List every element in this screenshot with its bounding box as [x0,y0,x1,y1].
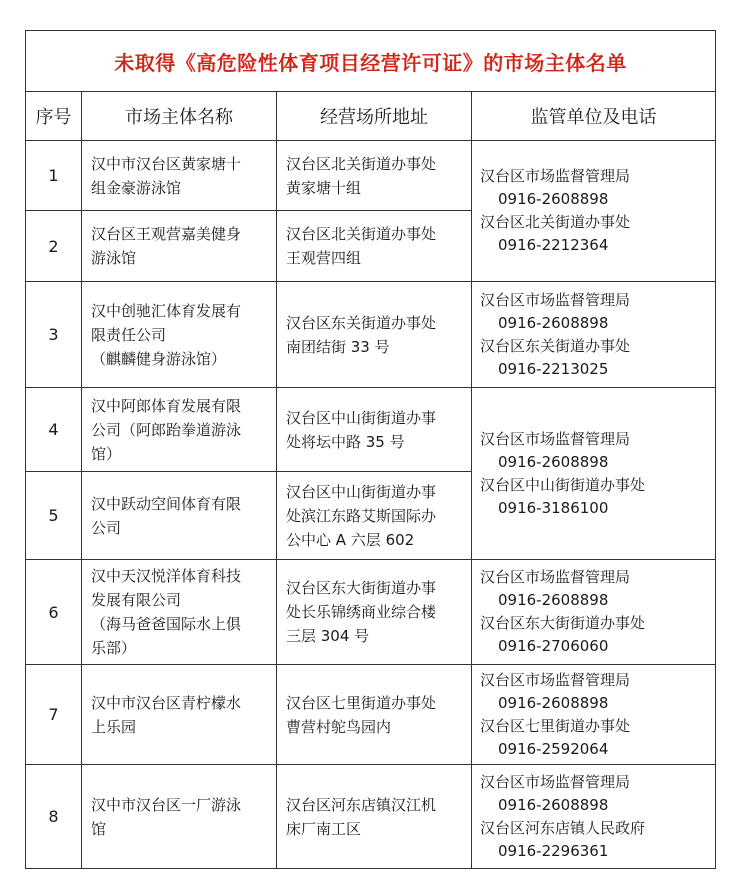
supervisor-cell [472,388,716,560]
supervisor-org: 汉台区市场监督管理局 [480,429,631,448]
supervisor-org: 汉台区北关街道办事处 [480,213,631,231]
row-number: 1 [26,141,82,211]
supervisor-org: 汉台区市场监督管理局 [480,167,631,185]
supervisor-cell [472,665,716,765]
table-row [26,560,716,665]
supervisor-phone: 0916-2608898 [498,591,609,609]
business-address: 汉台区中山街街道办事 处将坛中路 35 号 [277,388,472,472]
supervisor-phone: 0916-2213025 [498,359,609,378]
supervisor-cell [472,765,716,869]
business-address: 汉台区河东店镇汉江机 床厂南工区 [277,765,472,869]
supervisor-org: 汉台区市场监督管理局 [480,568,631,586]
entity-name: 汉中市汉台区青柠檬水 上乐园 [82,665,277,765]
table-row [26,141,716,211]
header-row [26,92,716,141]
entity-name: 汉中创驰汇体育发展有 限责任公司 （麒麟健身游泳馆） [82,282,277,388]
supervisor-phone: 0916-2608898 [498,190,609,208]
supervisor-org: 汉台区中山街街道办事处 [480,475,646,494]
entity-name: 汉中阿郎体育发展有限 公司（阿郎跆拳道游泳 馆） [82,388,277,472]
business-address: 汉台区七里街道办事处 曹营村鸵鸟园内 [277,665,472,765]
header-supervisor-phone: 监管单位及电话 [472,92,716,141]
table-row [26,765,716,869]
supervisor-phone: 0916-2608898 [498,693,609,712]
supervisor-org: 汉台区市场监督管理局 [480,772,631,791]
supervisor-org: 汉台区河东店镇人民政府 [480,818,646,837]
supervisor-cell [472,141,716,282]
supervisor-phone: 0916-2608898 [498,795,609,814]
row-number: 6 [26,560,82,665]
business-address: 汉台区东大街街道办事 处长乐锦绣商业综合楼 三层 304 号 [277,560,472,665]
supervisor-phone: 0916-2608898 [498,313,609,332]
entity-name: 汉中市汉台区黄家塘十 组金豪游泳馆 [82,141,277,211]
row-number: 7 [26,665,82,765]
table-row [26,388,716,472]
supervisor-org: 汉台区东关街道办事处 [480,336,631,355]
business-address: 汉台区东关街道办事处 南团结街 33 号 [277,282,472,388]
table-row [26,665,716,765]
title-row [26,31,716,92]
supervisor-phone: 0916-2608898 [498,452,609,471]
entity-name: 汉台区王观营嘉美健身 游泳馆 [82,211,277,282]
header-entity-name: 市场主体名称 [82,92,277,141]
entity-name: 汉中市汉台区一厂游泳 馆 [82,765,277,869]
supervisor-phone: 0916-2212364 [498,236,609,254]
supervisor-phone: 0916-2296361 [498,841,609,860]
header-business-address: 经营场所地址 [277,92,472,141]
row-number: 2 [26,211,82,282]
row-number: 4 [26,388,82,472]
table-row [26,282,716,388]
supervisor-phone: 0916-2706060 [498,637,609,655]
business-address: 汉台区北关街道办事处 黄家塘十组 [277,141,472,211]
entity-list-table [25,30,716,869]
supervisor-cell [472,560,716,665]
supervisor-org: 汉台区市场监督管理局 [480,290,631,309]
table-title: 未取得《高危险性体育项目经营许可证》的市场主体名单 [26,31,716,92]
row-number: 8 [26,765,82,869]
row-number: 3 [26,282,82,388]
supervisor-phone: 0916-3186100 [498,498,609,517]
supervisor-org: 汉台区东大街街道办事处 [480,614,646,632]
header-serial-number: 序号 [26,92,82,141]
supervisor-org: 汉台区七里街道办事处 [480,716,631,735]
entity-name: 汉中跃动空间体育有限 公司 [82,472,277,560]
supervisor-org: 汉台区市场监督管理局 [480,670,631,689]
supervisor-phone: 0916-2592064 [498,739,609,758]
business-address: 汉台区北关街道办事处 王观营四组 [277,211,472,282]
entity-name: 汉中天汉悦洋体育科技 发展有限公司 （海马爸爸国际水上俱 乐部） [82,560,277,665]
row-number: 5 [26,472,82,560]
supervisor-cell [472,282,716,388]
business-address: 汉台区中山街街道办事 处滨江东路艾斯国际办 公中心 A 六层 602 [277,472,472,560]
